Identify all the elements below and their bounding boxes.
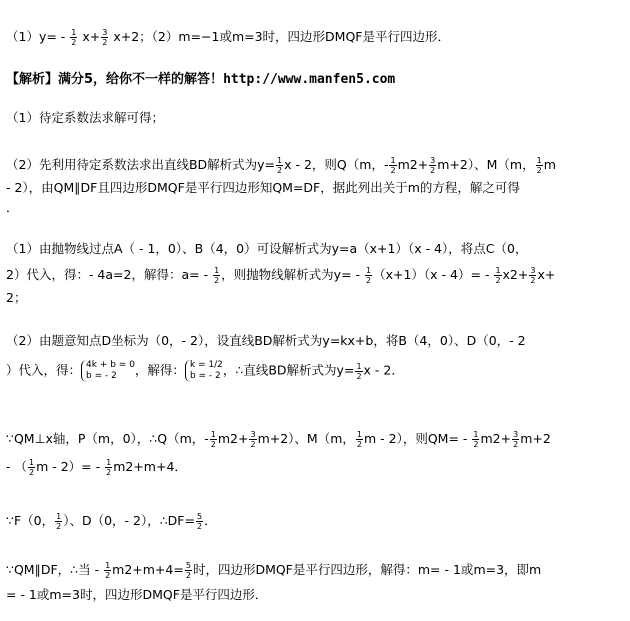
answer-text-1: （1）y= - xyxy=(6,29,70,44)
equation-system-2: k = 1/2 b = - 2 xyxy=(185,360,223,382)
solution5-line-2: = - 1或m=3时，四边形DMQF是平行四边形． xyxy=(6,587,268,602)
answer-line xyxy=(6,28,450,47)
solution1-line-3: 2； xyxy=(6,290,27,305)
analysis-tag: 【解析】 xyxy=(6,72,59,87)
analysis-line-3: - 2），由QM∥DF且四边形DMQF是平行四边形知QM=DF，据此列出关于m的方程，解之可得 xyxy=(6,180,520,195)
fraction-half: $\frac{1}{2}$ xyxy=(71,28,77,47)
solution4-line: ∵F（0， $\frac{1}{2}$ ）、D（0，- 2），∴DF= $\frac{5}{2}$ ． xyxy=(6,512,217,531)
analysis-line-4: ． xyxy=(6,200,19,215)
equation-system-1: 4k + b = 0 b = - 2 xyxy=(81,360,135,382)
answer-text-2: x xyxy=(78,29,90,44)
solution5-line-1: ∵QM∥DF，∴当 - $\frac{1}{2}$ m2+m+4= $\frac{5}{2}$ 时，四边形DMQF是平行四边形，解得：m= - 1或m=3，即m xyxy=(6,561,542,580)
answer-text-plus: + xyxy=(89,29,101,44)
solution3-line-2: - （ $\frac{1}{2}$ m - 2）= - $\frac{1}{2}$ m2+m+4． xyxy=(6,458,187,477)
slogan: 满分5，给你不一样的解答！ xyxy=(58,72,224,87)
solution1-line-2: 2）代入，得：- 4a=2，解得：a= - $\frac{1}{2}$ ，则抛物线解析式为y= - $\frac{1}{2}$ （x+1）（x - 4）= - $\frac{1}{2}$ x2+ $\frac{3}{2}$ x+ xyxy=(6,266,556,285)
fraction-three-half: $\frac{3}{2}$ xyxy=(102,28,108,47)
site-url[interactable]: http://www.manfen5.com xyxy=(223,72,396,87)
solution3-line-1: ∵QM⊥x轴，P（m，0），∴Q（m，- $\frac{1}{2}$ m2+ $\frac{3}{2}$ m+2）、M（m， $\frac{1}{2}$ m - 2），则QM= - $\frac{1}{2}$ m2+ $\frac{3}{2}$ m+2 xyxy=(6,430,551,449)
solution2-line-1: （2）由题意知点D坐标为（0，- 2），设直线BD解析式为y=kx+b，将B（4，0）、D（0，- 2 xyxy=(6,333,526,348)
answer-text-4: （2）m= xyxy=(151,29,202,44)
analysis-header xyxy=(6,72,395,88)
solution2-line-2: ）代入，得： 4k + b = 0 b = - 2 ，解得： k = 1/2 b = - 2 ，∴直线BD解析式为y= $\frac{1}{2}$ x - 2． xyxy=(6,360,404,381)
solution1-line-1: （1）由抛物线过点A（ - 1，0）、B（4，0）可设解析式为y=a（x+1）（x - 4），将点C（0， xyxy=(6,241,528,256)
answer-text-5: −1或m=3时，四边形DMQF是平行四边形． xyxy=(201,29,450,44)
analysis-line-1: （1）待定系数法求解可得； xyxy=(6,110,164,125)
answer-text-3: x+2； xyxy=(109,29,152,44)
analysis-line-2: （2）先利用待定系数法求出直线BD解析式为y= $\frac{1}{2}$ x - 2，则Q（m，- $\frac{1}{2}$ m2+ $\frac{3}{2}$ m+2）、M（m， $\frac{1}{2}$ m xyxy=(6,156,556,175)
